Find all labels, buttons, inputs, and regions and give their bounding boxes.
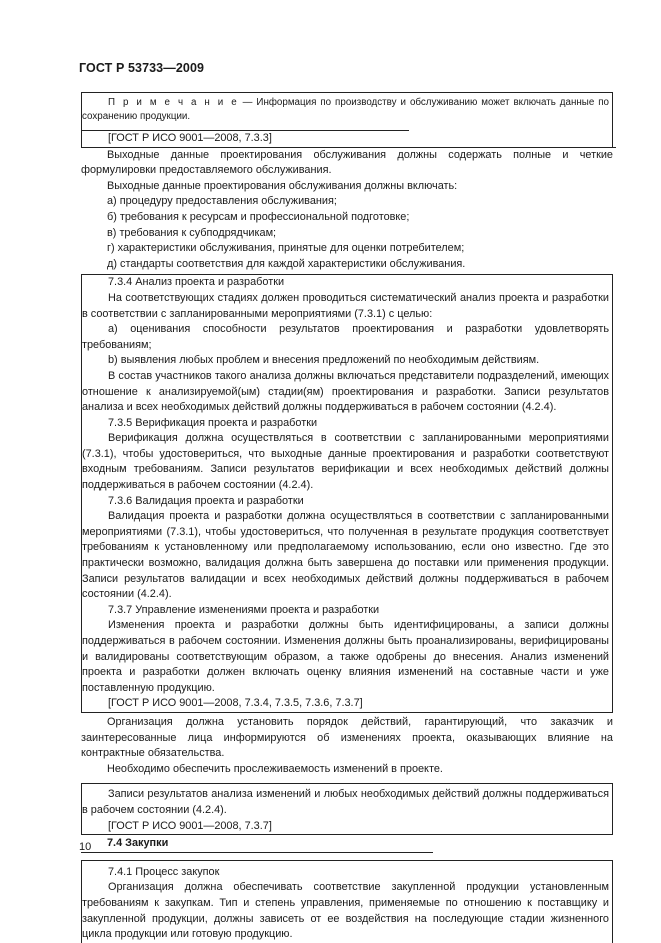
section-7-3-4-paragraph-1: На соответствующих стадиях должен проводиться систематический анализ проекта и разработки в соответствии с запланированными мероприятиями (7.3.1) с целью: [82, 291, 609, 320]
organization-section [81, 713, 613, 777]
section-7-3-6-heading: 7.3.6 Валидация проекта и разработки [108, 494, 304, 507]
note-reference: [ГОСТ Р ИСО 9001—2008, 7.3.3] [82, 130, 409, 147]
section-7-3-7-heading: 7.3.7 Управление изменениями проекта и разработки [108, 603, 380, 616]
iso-quote-box [81, 274, 613, 713]
purchasing-box [81, 860, 613, 943]
outputs-section [81, 147, 616, 273]
section-7-3-4-heading: 7.3.4 Анализ проекта и разработки [108, 276, 285, 289]
document-header: ГОСТ Р 53733—2009 [79, 61, 205, 75]
outputs-item-c: в) требования к субподрядчикам; [107, 226, 277, 239]
section-7-3-5-heading: 7.3.5 Верификация проекта и разработки [108, 416, 318, 429]
records-box [81, 783, 613, 835]
page-content [81, 92, 613, 943]
outputs-item-e: д) стандарты соответствия для каждой характеристики обслуживания. [107, 257, 466, 270]
organization-paragraph-1: Организация должна установить порядок действий, гарантирующий, что заказчик и заинтересованные лица информируются об изменениях проекта, оказывающих влияние на контрактные обязательства. [81, 715, 613, 760]
note-label: П р и м е ч а н и е [108, 97, 239, 108]
records-reference: [ГОСТ Р ИСО 9001—2008, 7.3.7] [108, 819, 272, 832]
section-7-4-1-paragraph-1: Организация должна обеспечивать соответствие закупленной продукции установленным требованиям к закупкам. Тип и степень управления, применяемые по отношению к поставщику и закупленной продукции, должны зависеть от ее воздействия на последующие стадии жизненного цикла продукции или готовую продукцию. [82, 881, 609, 941]
page-number: 10 [79, 841, 92, 853]
section-7-3-5-paragraph-1: Верификация должна осуществляться в соответствии с запланированными мероприятиями (7.3.1), чтобы удостовериться, что выходные данные проектирования и разработки соответствуют входным требованиям. Записи результатов верификации и всех необходимых действий должны поддерживаться в рабочем состоянии (4.2.4). [82, 432, 609, 492]
section-7-3-6-paragraph-1: Валидация проекта и разработки должна осуществляться в соответствии с запланированными мероприятиями (7.3.1), чтобы удостовериться, что полученная в результате продукция соответствует требованиям к установленному или предполагаемому использованию, если оно известно. Где это практически возможно, валидация должна быть завершена до поставки или применения продукции. Записи результатов валидации и всех необходимых действий должны поддерживаться в рабочем состоянии (4.2.4). [82, 510, 609, 601]
outputs-paragraph-2: Выходные данные проектирования обслуживания должны включать: [107, 179, 458, 192]
note-text: — Информация по производству и обслуживанию может включать данные по сохранению продукции. [82, 97, 609, 122]
section-7-3-4-paragraph-2: В состав участников такого анализа должны включаться представители подразделений, имеющих отношение к анализируемой(ым) стадии(ям) проектирования и разработки. Записи результатов анализа и всех необходимых действий должны поддерживаться в рабочем состоянии (4.2.4). [82, 369, 609, 414]
outputs-item-d: г) характеристики обслуживания, принятые для оценки потребителем; [107, 242, 465, 255]
section-7-4-1-heading: 7.4.1 Процесс закупок [108, 865, 220, 878]
organization-paragraph-2: Необходимо обеспечить прослеживаемость изменений в проекте. [107, 762, 443, 775]
section-7-4-heading: 7.4 Закупки [81, 835, 433, 853]
note-paragraph [82, 93, 609, 124]
records-paragraph: Записи результатов анализа изменений и любых необходимых действий должны поддерживаться в рабочем состоянии (4.2.4). [82, 788, 609, 816]
section-7-3-7-paragraph-1: Изменения проекта и разработки должны быть идентифицированы, а записи должны поддерживаться в рабочем состоянии. Изменения должны быть проанализированы, верифицированы и валидированы соответствующим образом, а также одобрены до внесения. Анализ изменений проекта и разработки должен включать оценку влияния изменений на составные части и уже поставленную продукцию. [82, 619, 609, 694]
outputs-item-b: б) требования к ресурсам и профессиональной подготовке; [107, 210, 410, 223]
outputs-item-a: а) процедуру предоставления обслуживания; [107, 195, 337, 208]
section-7-3-4-item-a: a) оценивания способности результатов проектирования и разработки удовлетворять требованиям; [82, 323, 609, 351]
section-7-3-4-item-b: b) выявления любых проблем и внесения предложений по необходимым действиям. [108, 354, 540, 367]
outputs-paragraph-1: Выходные данные проектирования обслуживания должны содержать полные и четкие формулировки предоставляемого обслуживания. [81, 148, 613, 177]
section-7-3-7-reference: [ГОСТ Р ИСО 9001—2008, 7.3.4, 7.3.5, 7.3.6, 7.3.7] [108, 697, 363, 710]
note-box [81, 92, 613, 147]
